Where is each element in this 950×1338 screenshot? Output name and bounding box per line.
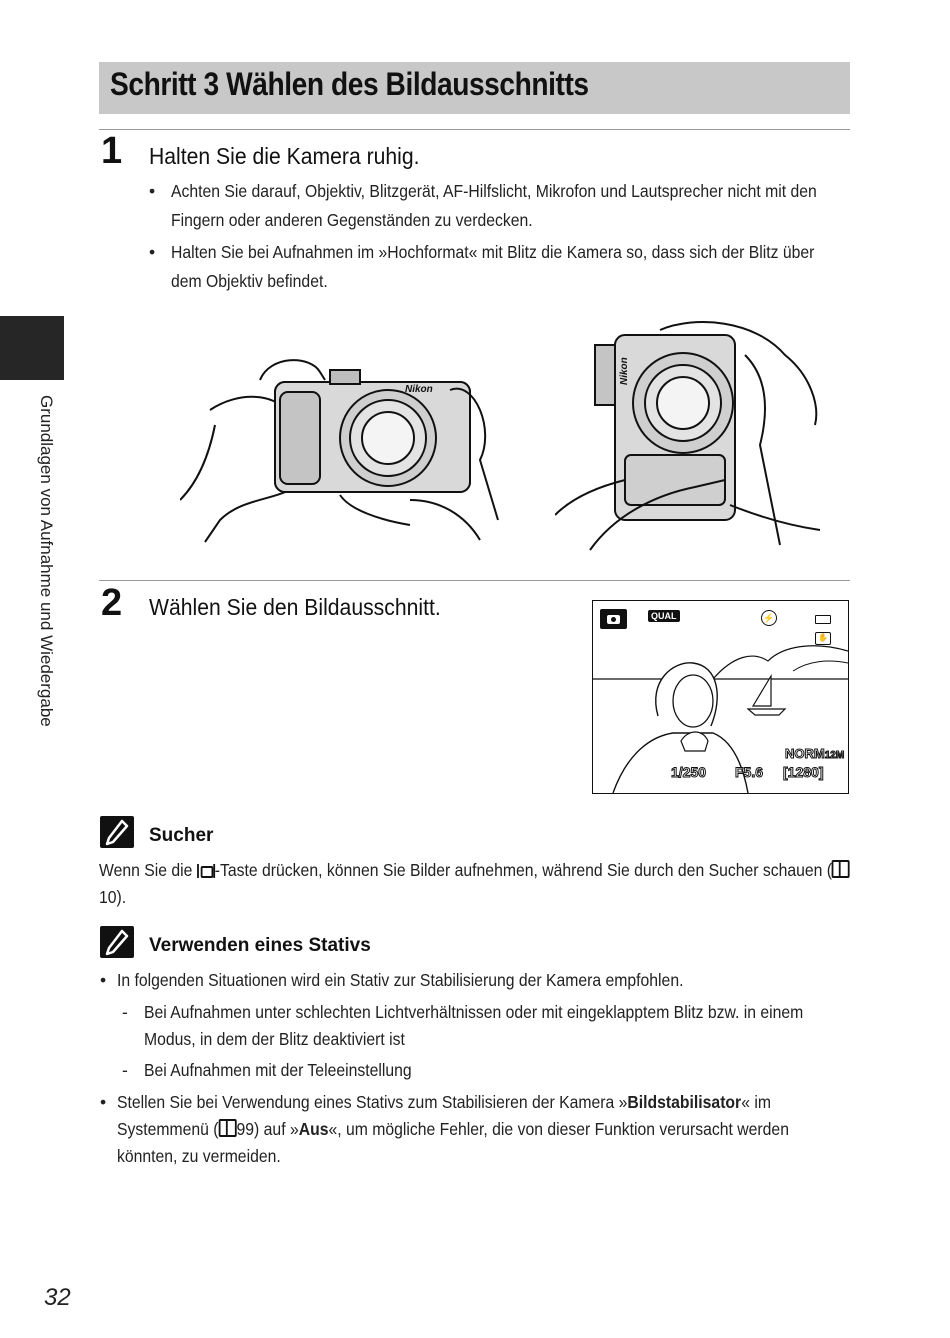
note-title-viewfinder: Sucher: [149, 825, 214, 846]
note-title-tripod: Verwenden eines Stativs: [149, 935, 371, 956]
step-1-bullet-2: [149, 238, 916, 296]
step-1-bullet-2-text: Halten Sie bei Aufnahmen im »Hochformat« mit Blitz die Kamera so, dass sich der Blitz über dem Objektiv befindet.: [171, 242, 815, 291]
quality-badge: QUAL: [648, 610, 680, 622]
book-reference-icon: [832, 860, 850, 878]
image-size: 12M: [824, 750, 845, 761]
divider: [99, 129, 850, 130]
bullet-dot: •: [100, 1092, 107, 1112]
step-2-heading: Wählen Sie den Bildausschnitt.: [149, 594, 441, 620]
camera-landscape-illustration: [180, 350, 510, 550]
vibration-reduction-icon: ✋: [815, 632, 831, 645]
step-1-bullet-1-text: Achten Sie darauf, Objektiv, Blitzgerät, AF-Hilfslicht, Mikrofon und Lautsprecher nicht mit den Fingern oder anderen Gegenständen zu verdecken.: [171, 181, 817, 230]
note-pencil-icon: [100, 926, 134, 958]
chapter-label: Grundlagen von Aufnahme und Wiedergabe: [37, 395, 56, 727]
note-text-part: -Taste drücken, können Sie Bilder aufnehmen, während Sie durch den Sucher schauen (: [214, 860, 833, 880]
divider: [99, 580, 850, 581]
step-1-heading: Halten Sie die Kamera ruhig.: [149, 143, 420, 169]
tripod-sub-1-text: Bei Aufnahmen unter schlechten Lichtverhältnissen oder mit eingeklapptem Blitz bzw. in einem Modus, in dem der Blitz deaktiviert ist: [144, 1002, 804, 1049]
note-text-part: « im Systemmenü (: [117, 1092, 771, 1139]
book-reference-icon: [219, 1119, 237, 1137]
step-1-number: 1: [101, 130, 123, 172]
note-text-part: Wenn Sie die: [99, 860, 197, 880]
tripod-sub-1: [122, 999, 904, 1053]
image-quality-norm: NORM: [785, 746, 825, 761]
page-reference: 99: [236, 1119, 255, 1139]
battery-icon: [815, 615, 831, 624]
dash: -: [122, 1060, 128, 1080]
bullet-dot: •: [149, 181, 156, 201]
exposures-remaining-value: 1280: [787, 764, 819, 780]
page-number: 32: [44, 1284, 71, 1311]
dash: -: [122, 1002, 128, 1022]
bullet-dot: •: [149, 242, 156, 262]
note-text-part: ) auf »: [254, 1119, 299, 1139]
note-text-part: Stellen Sie bei Verwendung eines Stativs zum Stabilisieren der Kamera »: [117, 1092, 628, 1112]
shutter-speed: 1/250: [671, 764, 707, 780]
aperture-value: F5.6: [735, 764, 764, 780]
chapter-tab: [0, 316, 64, 380]
tripod-sub-2-text: Bei Aufnahmen mit der Teleeinstellung: [144, 1060, 412, 1080]
tripod-bullet-1: [100, 967, 917, 994]
bullet-dot: •: [100, 970, 107, 990]
tripod-bullet-1-text: In folgenden Situationen wird ein Stativ zur Stabilisierung der Kamera empfohlen.: [117, 970, 684, 990]
tripod-sub-2: [122, 1057, 904, 1084]
monitor-screen: [592, 600, 849, 794]
step-2-number: 2: [101, 582, 123, 624]
chapter-label-container: [0, 395, 90, 735]
flash-auto-icon: ⚡: [761, 610, 777, 626]
camera-brand-label-portrait: Nikon: [619, 357, 630, 385]
setting-value-off: Aus: [298, 1119, 329, 1139]
camera-mode-icon: [600, 609, 627, 629]
camera-portrait-illustration: [555, 315, 825, 555]
camera-brand-label: Nikon: [405, 384, 433, 395]
image-quality-indicator: [785, 746, 844, 761]
note-text-part: ).: [116, 887, 127, 907]
tripod-bullet-2: [100, 1089, 897, 1170]
page-reference: 10: [99, 887, 117, 907]
viewfinder-button-icon: [197, 864, 215, 878]
note-viewfinder-text: [99, 857, 934, 911]
step-1-bullet-1: [149, 177, 916, 235]
exposures-remaining: [1280]: [783, 764, 824, 780]
setting-name-vr: Bildstabilisator: [627, 1092, 742, 1112]
note-text-part: «, um mögliche Fehler, die von dieser Funktion verursacht werden könnten, zu vermeiden.: [117, 1119, 789, 1166]
note-pencil-icon: [100, 816, 134, 848]
page-title: Schritt 3 Wählen des Bildausschnitts: [110, 66, 589, 102]
